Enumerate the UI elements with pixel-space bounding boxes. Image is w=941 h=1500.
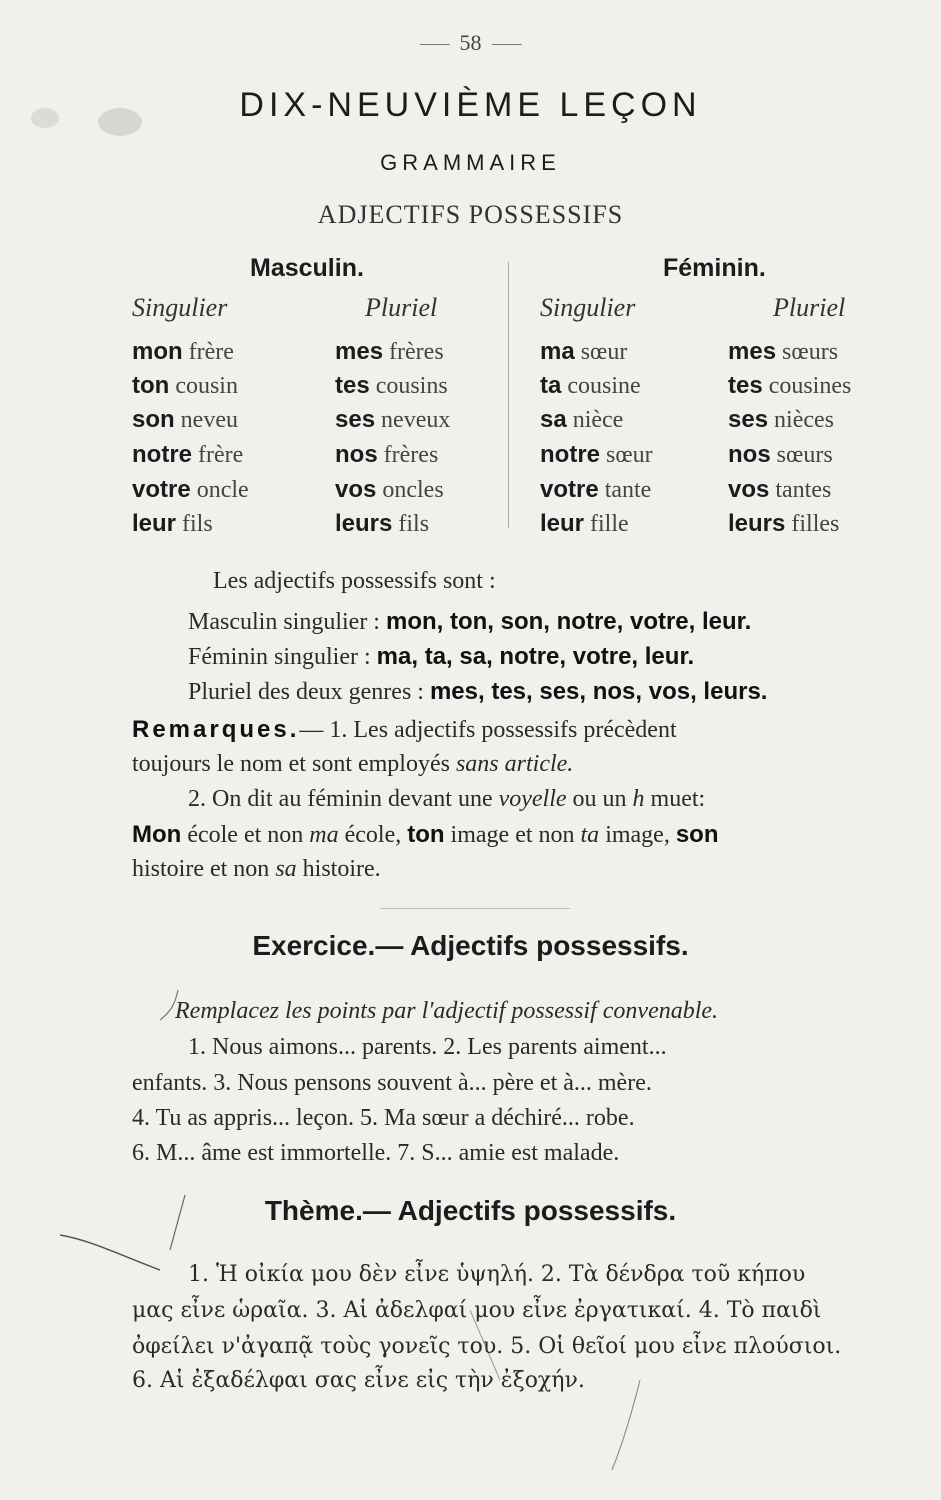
topic-heading: ADJECTIFS POSSESSIFS [317, 200, 624, 229]
remark-2-line-3: histoire et non sa histoire. [132, 856, 381, 882]
table-row: ma sœur [540, 338, 628, 365]
table-row: sa nièce [540, 406, 624, 433]
remark-2-line-2: Mon école et non ma école, ton image et non ta image, son [132, 821, 719, 848]
remark-2-line-1: 2. On dit au féminin devant une voyelle ou un h muet: [188, 786, 706, 812]
section-label: GRAMMAIRE [380, 150, 561, 175]
theme-line-3: ὀφείλει ν'ἀγαπᾷ τοὺς γονεῖς του. 5. Οἱ θεῖοί μου εἶνε πλούσιοι. [132, 1334, 842, 1359]
table-row: leur fille [540, 510, 629, 537]
exercice-line-4: 6. M... âme est immortelle. 7. S... amie est malade. [132, 1140, 620, 1166]
lesson-title: DIX-NEUVIÈME LEÇON [239, 86, 702, 124]
table-row: leur fils [132, 510, 213, 537]
table-row: vos tantes [728, 476, 832, 503]
table-row: notre sœur [540, 441, 653, 468]
table-row: nos sœurs [728, 441, 833, 468]
fem-singulier-header: Singulier [540, 293, 636, 322]
exercice-instruction: Remplacez les points par l'adjectif possessif convenable. [175, 998, 719, 1024]
column-divider [508, 262, 509, 528]
masc-singulier-header: Singulier [132, 293, 228, 322]
feminin-header: Féminin. [663, 254, 766, 282]
exercice-line-1: 1. Nous aimons... parents. 2. Les parents aiment... [188, 1034, 667, 1060]
summary-masculin: Masculin singulier : mon, ton, son, notre, votre, leur. [188, 608, 752, 635]
exercice-line-3: 4. Tu as appris... leçon. 5. Ma sœur a déchiré... robe. [132, 1105, 635, 1131]
exercice-title: Exercice.— Adjectifs possessifs. [252, 930, 689, 961]
table-row: mes sœurs [728, 338, 839, 365]
table-row: leurs filles [728, 510, 840, 537]
table-row: tes cousins [335, 372, 448, 399]
masculin-header: Masculin. [250, 254, 364, 282]
table-row: tes cousines [728, 372, 852, 399]
table-row: mon frère [132, 338, 234, 365]
table-row: son neveu [132, 406, 238, 433]
theme-title: Thème.— Adjectifs possessifs. [264, 1195, 677, 1226]
table-row: notre frère [132, 441, 244, 468]
page-number: 58 [0, 30, 941, 56]
table-row: votre tante [540, 476, 652, 503]
table-row: ton cousin [132, 372, 238, 399]
section-rule [380, 908, 570, 909]
summary-feminin: Féminin singulier : ma, ta, sa, notre, votre, leur. [188, 643, 695, 670]
remark-1-line-2: toujours le nom et sont employés sans article. [132, 751, 574, 777]
theme-line-4: 6. Αἱ ἐξαδέλφαι σας εἶνε εἰς τὴν ἐξοχήν. [132, 1368, 585, 1393]
fem-pluriel-header: Pluriel [773, 293, 846, 322]
summary-pluriel: Pluriel des deux genres : mes, tes, ses, nos, vos, leurs. [188, 678, 768, 705]
table-row: ta cousine [540, 372, 641, 399]
table-row: vos oncles [335, 476, 444, 503]
table-row: nos frères [335, 441, 439, 468]
summary-intro: Les adjectifs possessifs sont : [213, 568, 496, 594]
remark-1-line-1: Remarques.— 1. Les adjectifs possessifs précèdent [132, 716, 677, 743]
theme-line-2: μας εἶνε ὡραῖα. 3. Αἱ ἀδελφαί μου εἶνε ἐργατικαί. 4. Τὸ παιδὶ [132, 1298, 822, 1323]
theme-line-1: 1. Ἡ οἰκία μου δὲν εἶνε ὑψηλή. 2. Τὰ δένδρα τοῦ κήπου [188, 1262, 806, 1287]
table-row: mes frères [335, 338, 444, 365]
table-row: ses neveux [335, 406, 451, 433]
exercice-line-2: enfants. 3. Nous pensons souvent à... père et à... mère. [132, 1070, 652, 1096]
masc-pluriel-header: Pluriel [365, 293, 438, 322]
table-row: leurs fils [335, 510, 430, 537]
table-row: ses nièces [728, 406, 835, 433]
table-row: votre oncle [132, 476, 249, 503]
